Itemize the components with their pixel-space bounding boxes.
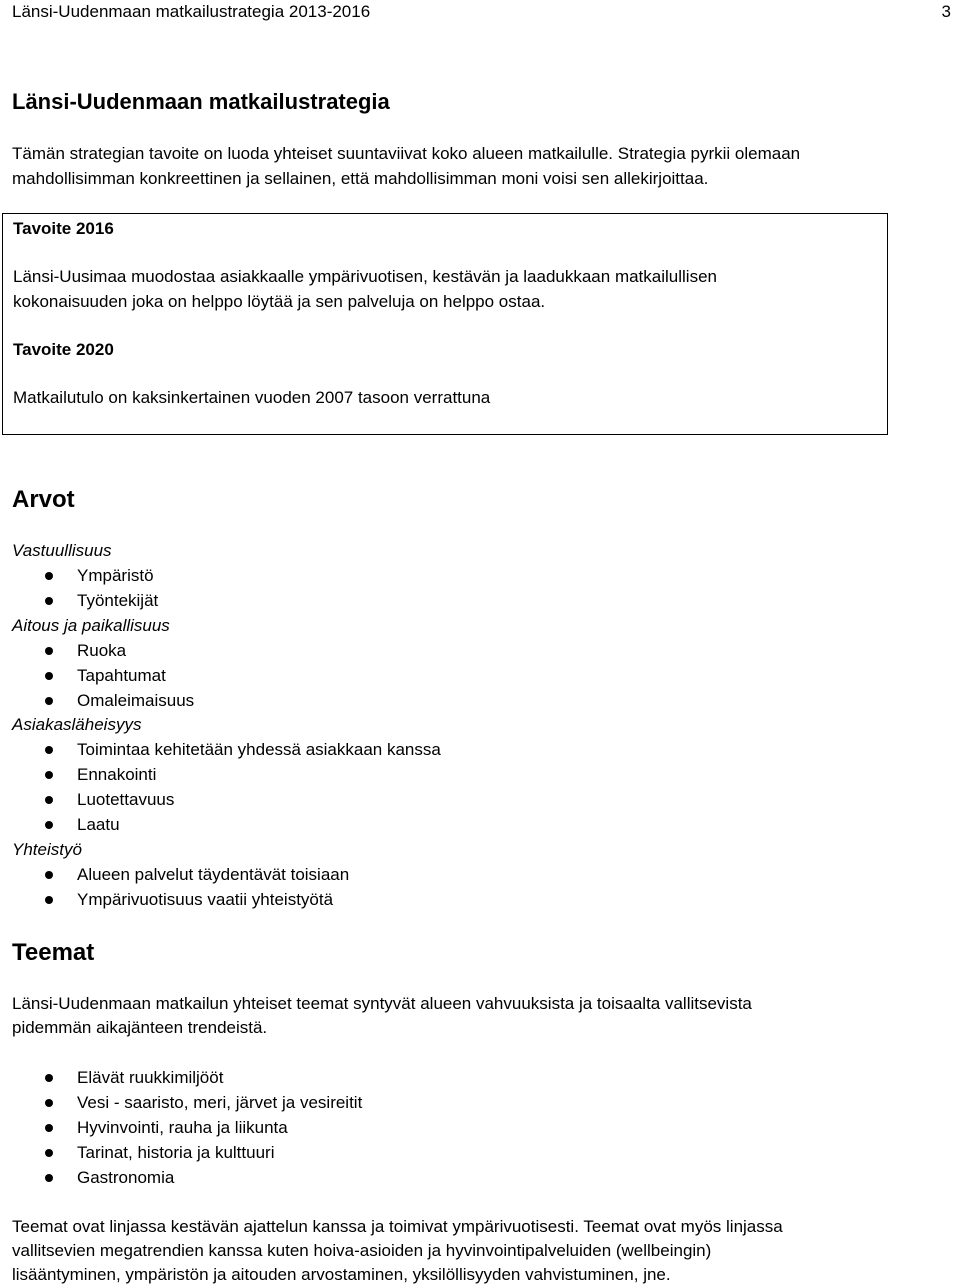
- bullet-icon: [45, 796, 53, 804]
- themes-heading: Teemat: [12, 939, 95, 966]
- bullet-icon: [45, 597, 53, 605]
- strategy-heading: Länsi-Uudenmaan matkailustrategia: [12, 89, 390, 114]
- list-item: Elävät ruukkimiljööt: [77, 1066, 223, 1090]
- goal-2016-line-1: Länsi-Uusimaa muodostaa asiakkaalle ympärivuotisen, kestävän ja laadukkaan matkailullisen: [13, 267, 717, 286]
- list-item: Ennakointi: [77, 763, 156, 787]
- list-item: Tarinat, historia ja kulttuuri: [77, 1141, 274, 1165]
- values-category-yhteistyo: Yhteistyö: [12, 840, 82, 859]
- bullet-icon: [45, 1149, 53, 1157]
- themes-outro-line-3: lisääntyminen, ympäristön ja aitouden arvostaminen, yksilöllisyyden vahvistuminen, jne.: [12, 1265, 671, 1284]
- list-item: Hyvinvointi, rauha ja liikunta: [77, 1116, 288, 1140]
- values-category-asiakaslaheisyys: Asiakasläheisyys: [12, 715, 142, 734]
- strategy-intro-line-2: mahdollisimman konkreettinen ja sellainen, että mahdollisimman moni voisi sen allekirjoittaa.: [12, 169, 709, 188]
- list-item: Gastronomia: [77, 1166, 174, 1190]
- list-item: Ruoka: [77, 639, 126, 663]
- list-item: Alueen palvelut täydentävät toisiaan: [77, 863, 349, 887]
- bullet-icon: [45, 746, 53, 754]
- themes-outro-line-1: Teemat ovat linjassa kestävän ajattelun kanssa ja toimivat ympärivuotisesti. Teemat ovat myös linjassa: [12, 1217, 783, 1236]
- bullet-icon: [45, 1074, 53, 1082]
- themes-outro-line-2: vallitsevien megatrendien kanssa kuten hoiva-asioiden ja hyvinvointipalveluiden (wellbeingin): [12, 1241, 712, 1260]
- bullet-icon: [45, 771, 53, 779]
- list-item: Vesi - saaristo, meri, järvet ja vesireitit: [77, 1091, 362, 1115]
- bullet-icon: [45, 1124, 53, 1132]
- list-item: Työntekijät: [77, 589, 158, 613]
- list-item: Laatu: [77, 813, 120, 837]
- list-item: Luotettavuus: [77, 788, 174, 812]
- bullet-icon: [45, 821, 53, 829]
- bullet-icon: [45, 572, 53, 580]
- list-item: Ympäristö: [77, 564, 154, 588]
- bullet-icon: [45, 697, 53, 705]
- themes-intro-line-2: pidemmän aikajänteen trendeistä.: [12, 1018, 268, 1037]
- bullet-icon: [45, 1099, 53, 1107]
- strategy-intro: [12, 141, 912, 191]
- goals-box: [2, 213, 888, 435]
- list-item: Tapahtumat: [77, 664, 166, 688]
- bullet-icon: [45, 647, 53, 655]
- bullet-icon: [45, 871, 53, 879]
- goal-2016-line-2: kokonaisuuden joka on helppo löytää ja sen palveluja on helppo ostaa.: [13, 292, 546, 311]
- bullet-icon: [45, 672, 53, 680]
- themes-intro: [12, 992, 912, 1040]
- list-item: Omaleimaisuus: [77, 689, 194, 713]
- strategy-intro-line-1: Tämän strategian tavoite on luoda yhteiset suuntaviivat koko alueen matkailulle. Strategia pyrkii olemaan: [12, 144, 801, 163]
- themes-intro-line-1: Länsi-Uudenmaan matkailun yhteiset teemat syntyvät alueen vahvuuksista ja toisaalta vallitsevista: [12, 994, 752, 1013]
- goal-2020-text: Matkailutulo on kaksinkertainen vuoden 2007 tasoon verrattuna: [13, 388, 491, 407]
- themes-outro: [12, 1215, 912, 1287]
- goal-2020-heading: Tavoite 2020: [13, 340, 114, 359]
- values-category-vastuullisuus: Vastuullisuus: [12, 541, 112, 560]
- bullet-icon: [45, 896, 53, 904]
- document-header-title: Länsi-Uudenmaan matkailustrategia 2013-2016: [12, 2, 371, 21]
- page-number: 3: [941, 2, 951, 21]
- bullet-icon: [45, 1174, 53, 1182]
- goal-2016-heading: Tavoite 2016: [13, 219, 114, 238]
- list-item: Ympärivuotisuus vaatii yhteistyötä: [77, 888, 333, 912]
- values-category-aitous: Aitous ja paikallisuus: [12, 616, 170, 635]
- list-item: Toimintaa kehitetään yhdessä asiakkaan kanssa: [77, 738, 441, 762]
- values-heading: Arvot: [12, 486, 75, 513]
